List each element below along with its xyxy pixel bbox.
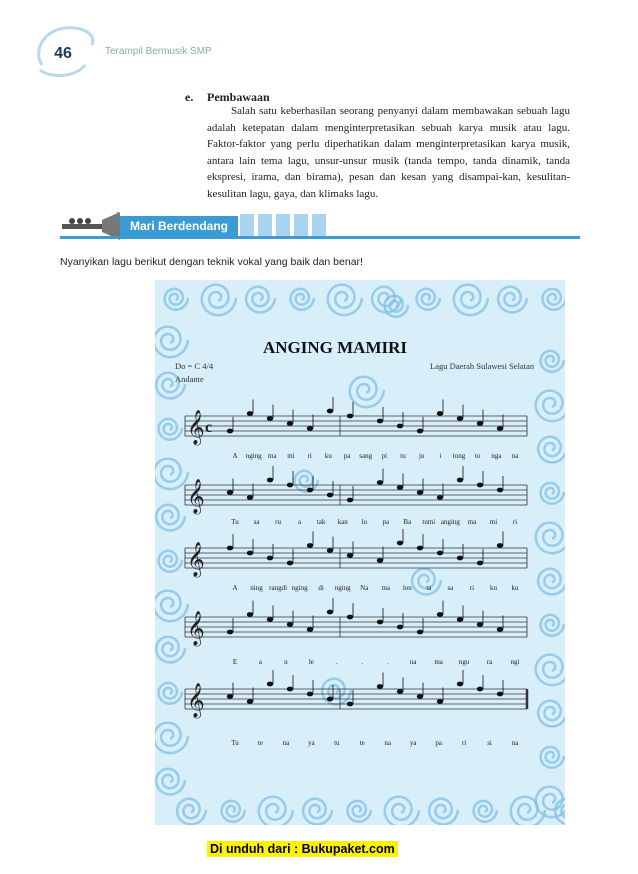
- lyric-syllable: te: [257, 739, 263, 747]
- lyric-syllable: tu: [400, 452, 406, 460]
- note-head: [437, 612, 443, 617]
- note-head: [437, 495, 443, 500]
- lyric-syllable: .: [386, 658, 389, 666]
- lyric-syllable: lu: [361, 518, 367, 526]
- lyric-syllable: anging: [440, 518, 460, 526]
- lyric-syllable: mi: [489, 518, 498, 526]
- note-head: [347, 498, 353, 503]
- lyric-syllable: ning: [250, 584, 263, 592]
- note-head: [417, 490, 423, 495]
- section-letter: e.: [185, 90, 194, 104]
- lyric-syllable: ri: [512, 518, 518, 526]
- note-head: [327, 697, 333, 702]
- note-head: [497, 426, 503, 431]
- note-head: [247, 612, 253, 617]
- lyric-syllable: na: [384, 739, 392, 747]
- lyric-syllable: .: [361, 658, 364, 666]
- treble-clef-icon: 𝄞: [187, 611, 205, 646]
- instruction-text: Nyanyikan lagu berikut dengan teknik vokal yang baik dan benar!: [60, 256, 363, 268]
- page-number: 46: [54, 45, 72, 62]
- lyric-syllable: ya: [308, 739, 315, 747]
- lyric-syllable: A: [232, 452, 238, 460]
- lyric-syllable: nga: [491, 452, 502, 460]
- lyric-syllable: si: [487, 739, 492, 747]
- lyric-syllable: Ba: [403, 518, 412, 526]
- note-head: [377, 620, 383, 625]
- lyric-syllable: ngi: [510, 658, 520, 666]
- note-head: [307, 627, 313, 632]
- note-head: [267, 682, 273, 687]
- note-head: [327, 493, 333, 498]
- note-head: [437, 699, 443, 704]
- note-head: [497, 543, 503, 548]
- lyric-syllable: rangdi: [269, 584, 288, 592]
- note-head: [267, 478, 273, 483]
- note-head: [227, 546, 233, 551]
- lyric-syllable: A: [232, 584, 238, 592]
- note-head: [307, 692, 313, 697]
- lyric-syllable: tak: [316, 518, 326, 526]
- note-head: [397, 625, 403, 630]
- lyric-syllable: na: [409, 658, 417, 666]
- section-title: Pembawaan: [207, 90, 270, 104]
- note-head: [457, 556, 463, 561]
- lyric-syllable: sa: [447, 584, 454, 592]
- lyric-syllable: lon: [402, 584, 412, 592]
- song-origin: Lagu Daerah Sulawesi Selatan: [430, 361, 535, 371]
- note-head: [287, 622, 293, 627]
- lyric-syllable: ri: [461, 739, 467, 747]
- lyric-syllable: le: [308, 658, 314, 666]
- note-head: [417, 694, 423, 699]
- lyric-syllable: sang: [359, 452, 373, 460]
- lyric-syllable: tong: [452, 452, 466, 460]
- note-head: [377, 558, 383, 563]
- note-head: [477, 622, 483, 627]
- note-head: [287, 687, 293, 692]
- note-head: [457, 478, 463, 483]
- lyric-syllable: ya: [409, 739, 417, 747]
- lyric-syllable: Tu: [231, 739, 239, 747]
- note-head: [417, 546, 423, 551]
- note-head: [347, 615, 353, 620]
- lyric-syllable: tu: [334, 739, 340, 747]
- note-head: [397, 689, 403, 694]
- lyric-syllable: ma: [467, 518, 477, 526]
- song-title: ANGING MAMIRI: [262, 338, 408, 357]
- lyric-syllable: Na: [360, 584, 369, 592]
- lyric-syllable: ri: [307, 452, 312, 460]
- note-head: [457, 617, 463, 622]
- lyric-syllable: u: [284, 658, 288, 666]
- lyric-syllable: sa: [253, 518, 260, 526]
- lyric-syllable: mi: [287, 452, 295, 460]
- note-head: [327, 409, 333, 414]
- lyric-syllable: nging: [291, 584, 308, 592]
- lyric-syllable: di: [318, 584, 324, 592]
- note-head: [457, 416, 463, 421]
- note-head: [307, 426, 313, 431]
- lyric-syllable: ngu: [458, 658, 470, 666]
- lyric-syllable: ma: [268, 452, 277, 460]
- lyric-syllable: na: [511, 739, 519, 747]
- note-head: [377, 419, 383, 424]
- lyric-syllable: i: [439, 452, 442, 460]
- note-head: [347, 553, 353, 558]
- note-head: [397, 424, 403, 429]
- note-head: [497, 627, 503, 632]
- lyric-syllable: nging: [334, 584, 351, 592]
- lyric-syllable: pi: [381, 452, 388, 460]
- note-head: [437, 411, 443, 416]
- note-head: [417, 630, 423, 635]
- note-head: [327, 610, 333, 615]
- lyric-syllable: pa: [435, 739, 442, 747]
- lyric-syllable: ju: [418, 452, 425, 460]
- note-head: [267, 556, 273, 561]
- lyric-syllable: a: [258, 658, 263, 666]
- lyric-syllable: .: [335, 658, 338, 666]
- note-head: [327, 548, 333, 553]
- treble-clef-icon: 𝄞: [187, 542, 205, 577]
- lyric-syllable: ma: [381, 584, 391, 592]
- note-head: [477, 483, 483, 488]
- section-paragraph: Salah satu keberhasilan seorang penyanyi dalam membawakan sebuah lagu adalah ketepatan dalam menginterpretasikan sebuah karya musik atau lagu. Faktor-faktor yang perlu diperhatikan dalam menginterpretasikan karya musik, antara lain tema lagu, unsur-unsur musik (tanda tempo, tanda dinamik, tanda ekspresi, irama, dan birama), pesan dan kesan yang disampai-kan, kesulitan-kesulitan lagu, gaya, dan klimaks lagu.: [207, 105, 570, 200]
- note-head: [437, 551, 443, 556]
- lyric-syllable: ri: [469, 584, 475, 592]
- time-signature: c: [205, 419, 213, 436]
- lyric-syllable: ku: [489, 584, 497, 592]
- lyric-syllable: a: [298, 518, 302, 526]
- book-title: Terampil Bermusik SMP: [105, 46, 212, 57]
- note-head: [477, 561, 483, 566]
- note-head: [397, 541, 403, 546]
- banner-label: Mari Berdendang: [130, 219, 229, 233]
- note-head: [497, 488, 503, 493]
- note-head: [397, 485, 403, 490]
- download-source: Di unduh dari : Bukupaket.com: [207, 841, 398, 857]
- lyric-syllable: pa: [382, 518, 390, 526]
- note-head: [247, 699, 253, 704]
- lyric-syllable: na: [511, 452, 519, 460]
- lyric-syllable: Tu: [231, 518, 239, 526]
- song-tempo: Andante: [175, 374, 204, 384]
- note-head: [227, 630, 233, 635]
- lyric-syllable: ku: [511, 584, 519, 592]
- lyric-syllable: tumi: [422, 518, 436, 526]
- note-head: [347, 414, 353, 419]
- note-head: [477, 687, 483, 692]
- note-head: [267, 416, 273, 421]
- lyric-syllable: ru: [275, 518, 281, 526]
- note-head: [307, 488, 313, 493]
- note-head: [377, 684, 383, 689]
- lyric-syllable: pa: [343, 452, 351, 460]
- note-head: [377, 480, 383, 485]
- note-head: [497, 692, 503, 697]
- note-head: [287, 561, 293, 566]
- note-head: [417, 429, 423, 434]
- lyric-syllable: E: [232, 658, 238, 666]
- song-key: Do = C 4/4: [175, 361, 214, 371]
- lyric-syllable: ra: [486, 658, 493, 666]
- note-head: [477, 421, 483, 426]
- note-head: [227, 429, 233, 434]
- note-head: [247, 551, 253, 556]
- note-head: [227, 490, 233, 495]
- lyric-syllable: to: [474, 452, 481, 460]
- svg-text:♪: ♪: [114, 208, 120, 221]
- note-head: [307, 543, 313, 548]
- lyric-syllable: ku: [324, 452, 332, 460]
- note-head: [287, 421, 293, 426]
- lyric-syllable: ma: [434, 658, 443, 666]
- treble-clef-icon: 𝄞: [187, 410, 205, 445]
- note-head: [267, 617, 273, 622]
- note-head: [247, 495, 253, 500]
- note-head: [457, 682, 463, 687]
- treble-clef-icon: 𝄞: [187, 683, 205, 718]
- lyric-syllable: na: [282, 739, 290, 747]
- note-head: [227, 694, 233, 699]
- lyric-syllable: nging: [245, 452, 262, 460]
- lyric-syllable: kan: [337, 518, 348, 526]
- note-head: [347, 702, 353, 707]
- treble-clef-icon: 𝄞: [187, 479, 205, 514]
- note-head: [287, 483, 293, 488]
- note-head: [247, 411, 253, 416]
- lyric-syllable: ta: [426, 584, 432, 592]
- lyric-syllable: te: [359, 739, 365, 747]
